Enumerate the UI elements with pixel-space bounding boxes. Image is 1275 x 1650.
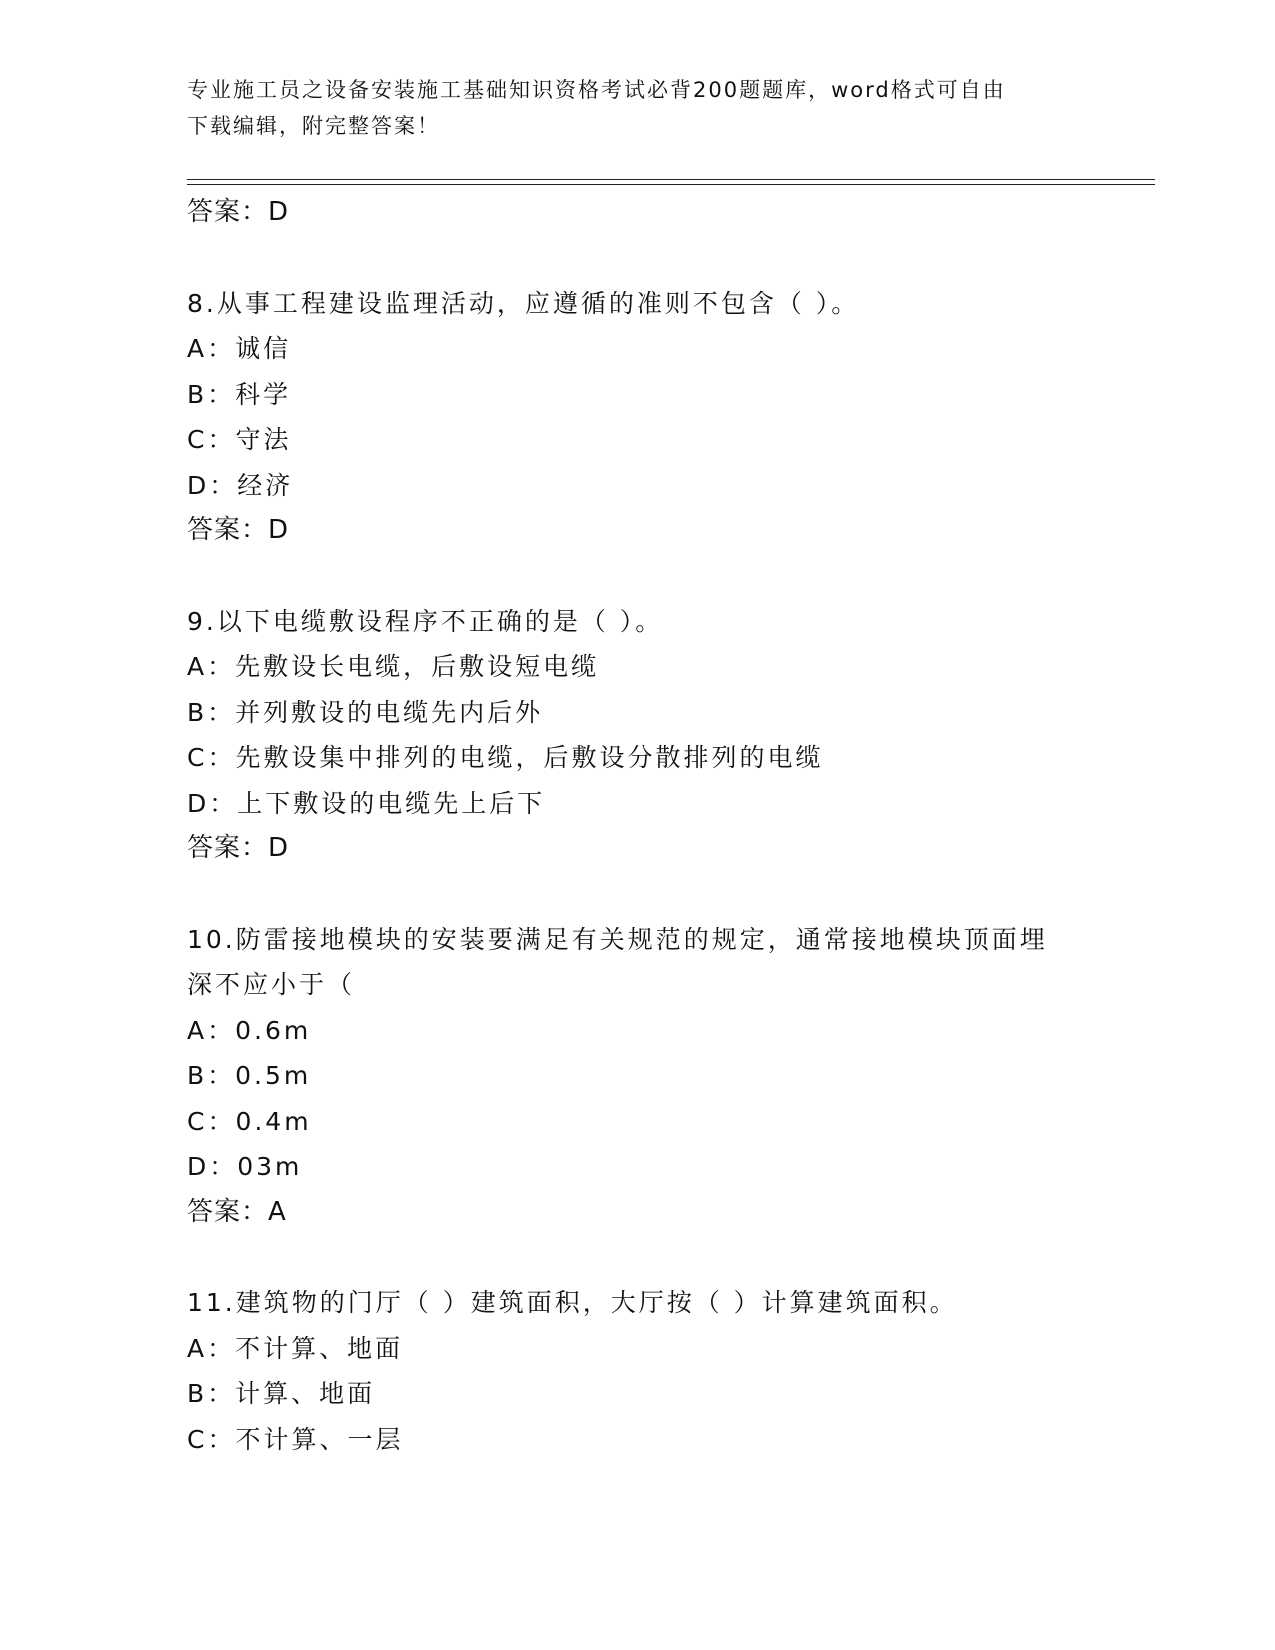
question-10-text-line-2: 深不应小于（ <box>187 970 356 999</box>
question-8 <box>187 281 1127 554</box>
question-9-option-a: A：先敷设长电缆，后敷设短电缆 <box>187 652 600 681</box>
question-9-text: 9.以下电缆敷设程序不正确的是（ ）。 <box>187 606 664 636</box>
question-10-option-c: C：0.4m <box>187 1106 312 1136</box>
spacer <box>187 236 1127 281</box>
question-8-option-a: A：诚信 <box>187 334 292 363</box>
question-9-option-c: C：先敷设集中排列的电缆，后敷设分散排列的电缆 <box>187 743 824 772</box>
spacer <box>187 554 1127 599</box>
question-11-option-b: B：计算、地面 <box>187 1379 376 1408</box>
header-divider-bottom <box>187 184 1155 185</box>
header-line-1: 专业施工员之设备安装施工基础知识资格考试必背200题题库，word格式可自由 <box>187 78 1006 102</box>
answer-prev: 答案：D <box>187 197 290 227</box>
question-9-option-b: B：并列敷设的电缆先内后外 <box>187 697 544 727</box>
question-8-option-d: D：经济 <box>187 470 294 500</box>
question-10-option-a: A：0.6m <box>187 1015 312 1045</box>
spacer <box>187 1235 1127 1280</box>
question-9-answer: 答案：D <box>187 833 290 863</box>
document-body <box>187 190 1127 1462</box>
question-10-option-d: D：03m <box>187 1152 303 1181</box>
question-11 <box>187 1280 1127 1462</box>
question-10-option-b: B：0.5m <box>187 1061 312 1090</box>
document-header <box>187 72 1087 144</box>
spacer <box>187 872 1127 917</box>
question-11-text: 11.建筑物的门厅（ ）建筑面积，大厅按（ ）计算建筑面积。 <box>187 1288 958 1317</box>
question-8-answer: 答案：D <box>187 515 290 545</box>
question-8-text: 8.从事工程建设监理活动，应遵循的准则不包含（ ）。 <box>187 288 860 318</box>
question-8-option-c: C：守法 <box>187 425 292 454</box>
question-9 <box>187 599 1127 872</box>
question-11-option-a: A：不计算、地面 <box>187 1333 404 1363</box>
header-divider-top <box>187 179 1155 180</box>
question-8-option-b: B：科学 <box>187 379 292 409</box>
question-10-text-line-1: 10.防雷接地模块的安装要满足有关规范的规定，通常接地模块顶面埋 <box>187 924 1048 954</box>
question-10 <box>187 917 1127 1236</box>
question-10-answer: 答案：A <box>187 1196 287 1227</box>
question-9-option-d: D：上下敷设的电缆先上后下 <box>187 788 546 818</box>
header-line-2: 下载编辑，附完整答案！ <box>187 114 440 138</box>
question-11-option-c: C：不计算、一层 <box>187 1424 404 1454</box>
